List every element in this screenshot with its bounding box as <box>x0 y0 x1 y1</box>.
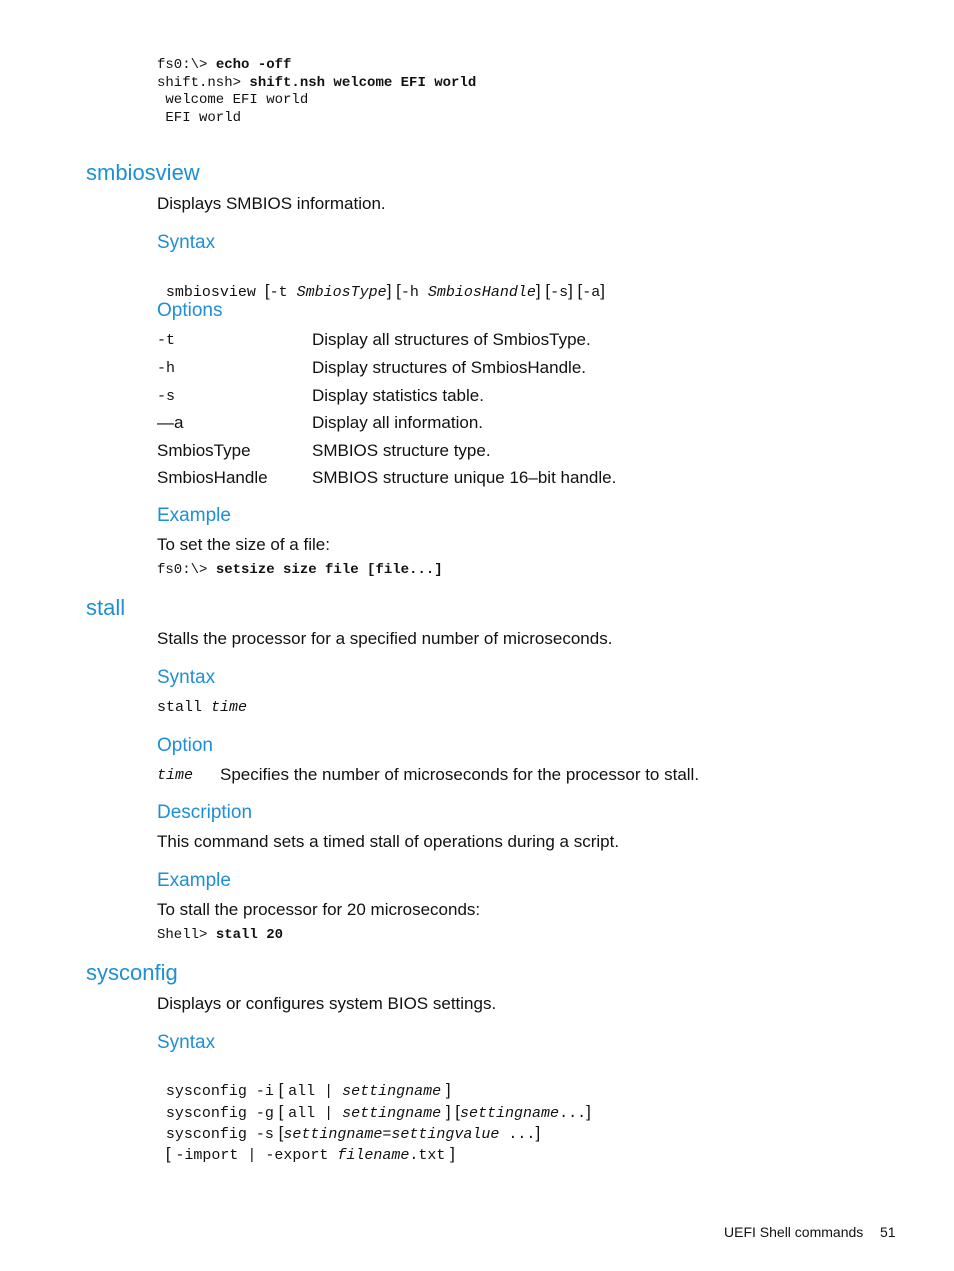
syntax-bracket: [ <box>165 1144 176 1163</box>
page-number: 51 <box>880 1224 896 1240</box>
syntax-bracket: ] <box>441 1080 451 1099</box>
example-text: To stall the processor for 20 microseconds: <box>157 900 481 919</box>
example-code <box>157 927 283 945</box>
syntax-line <box>157 262 605 302</box>
option-key: -h <box>157 360 176 377</box>
syntax-flag: -t <box>269 284 297 301</box>
syntax-command: stall <box>157 699 212 716</box>
code-output-line: EFI world <box>157 110 242 126</box>
code-prompt: Shell> <box>157 927 216 943</box>
syntax-line <box>157 699 247 717</box>
syntax-bracket: ] <box>535 1123 541 1142</box>
code-prompt: fs0:\> <box>157 562 216 578</box>
syntax-flag: -a <box>582 284 601 301</box>
subheading-syntax: Syntax <box>157 232 216 253</box>
option-key: SmbiosType <box>157 441 251 460</box>
code-prompt: fs0:\> <box>157 57 216 73</box>
subheading-example: Example <box>157 870 231 891</box>
example-code <box>157 562 443 580</box>
syntax-keyword: -import | -export <box>175 1147 338 1164</box>
option-key: -s <box>157 388 176 405</box>
syntax-param: filename <box>337 1147 410 1164</box>
syntax-param: settingname <box>342 1105 442 1122</box>
example-text: To set the size of a file: <box>157 535 330 554</box>
syntax-param: SmbiosHandle <box>427 284 536 301</box>
code-line <box>157 75 476 93</box>
code-command: shift.nsh welcome EFI world <box>249 75 477 91</box>
syntax-keyword: all | <box>288 1105 343 1122</box>
syntax-bracket: [ <box>273 1080 289 1099</box>
syntax-param: settingname=settingvalue <box>283 1126 500 1143</box>
syntax-bracket: ] [ <box>441 1102 461 1121</box>
syntax-flag: -s <box>550 284 569 301</box>
section-description: Stalls the processor for a specified number of microseconds. <box>157 629 613 648</box>
syntax-bracket: ] <box>586 1102 591 1121</box>
section-description: Displays SMBIOS information. <box>157 194 386 213</box>
syntax-bracket: ] [ <box>386 281 401 300</box>
syntax-param: time <box>211 699 248 716</box>
syntax-bracket: [ <box>273 1102 289 1121</box>
code-command: echo -off <box>215 57 292 73</box>
code-prompt: shift.nsh> <box>157 75 250 91</box>
option-description: Specifies the number of microseconds for the processor to stall. <box>220 765 700 784</box>
option-description: Display statistics table. <box>312 386 484 405</box>
option-key: time <box>157 767 194 784</box>
subheading-syntax: Syntax <box>157 667 216 688</box>
option-key: SmbiosHandle <box>157 468 268 487</box>
syntax-line <box>157 1125 455 1165</box>
option-key: -t <box>157 332 176 349</box>
subheading-options: Options <box>157 300 223 321</box>
syntax-param: settingname <box>342 1083 442 1100</box>
subheading-syntax: Syntax <box>157 1032 216 1053</box>
option-description: Display all structures of SmbiosType. <box>312 330 591 349</box>
section-title-smbiosview: smbiosview <box>86 160 200 185</box>
option-description: Display structures of SmbiosHandle. <box>312 358 587 377</box>
option-key: —a <box>157 413 184 432</box>
section-title-stall: stall <box>86 595 126 620</box>
syntax-bracket: ] [ <box>568 281 583 300</box>
syntax-command: sysconfig -i <box>165 1083 274 1100</box>
syntax-bracket: ] [ <box>535 281 551 300</box>
option-description: Display all information. <box>312 413 484 432</box>
code-output-line: welcome EFI world <box>157 92 309 108</box>
syntax-flag: -h <box>400 284 428 301</box>
syntax-ellipsis: ... <box>559 1105 587 1122</box>
subheading-description: Description <box>157 802 253 823</box>
option-description: SMBIOS structure unique 16–bit handle. <box>312 468 617 487</box>
syntax-bracket: ] <box>445 1144 455 1163</box>
footer-label: UEFI Shell commands <box>724 1224 864 1240</box>
syntax-param: settingname <box>460 1105 560 1122</box>
option-description: SMBIOS structure type. <box>312 441 491 460</box>
syntax-extension: .txt <box>409 1147 446 1164</box>
section-title-sysconfig: sysconfig <box>86 960 178 985</box>
syntax-bracket: [ <box>264 281 270 300</box>
syntax-ellipsis: ... <box>499 1126 536 1143</box>
code-command: setsize size file [file...] <box>215 562 443 578</box>
syntax-command: sysconfig -g <box>165 1105 274 1122</box>
subheading-option: Option <box>157 735 213 756</box>
code-line <box>157 57 291 75</box>
syntax-command: sysconfig -s <box>165 1126 274 1143</box>
code-command: stall 20 <box>215 927 284 943</box>
syntax-bracket: ] <box>600 281 606 300</box>
subheading-example: Example <box>157 505 231 526</box>
description-text: This command sets a timed stall of operations during a script. <box>157 832 620 851</box>
syntax-command: smbiosview <box>165 284 265 301</box>
syntax-bracket: [ <box>273 1123 284 1142</box>
syntax-param: SmbiosType <box>296 284 387 301</box>
syntax-keyword: all | <box>288 1083 343 1100</box>
section-description: Displays or configures system BIOS settings. <box>157 994 497 1013</box>
